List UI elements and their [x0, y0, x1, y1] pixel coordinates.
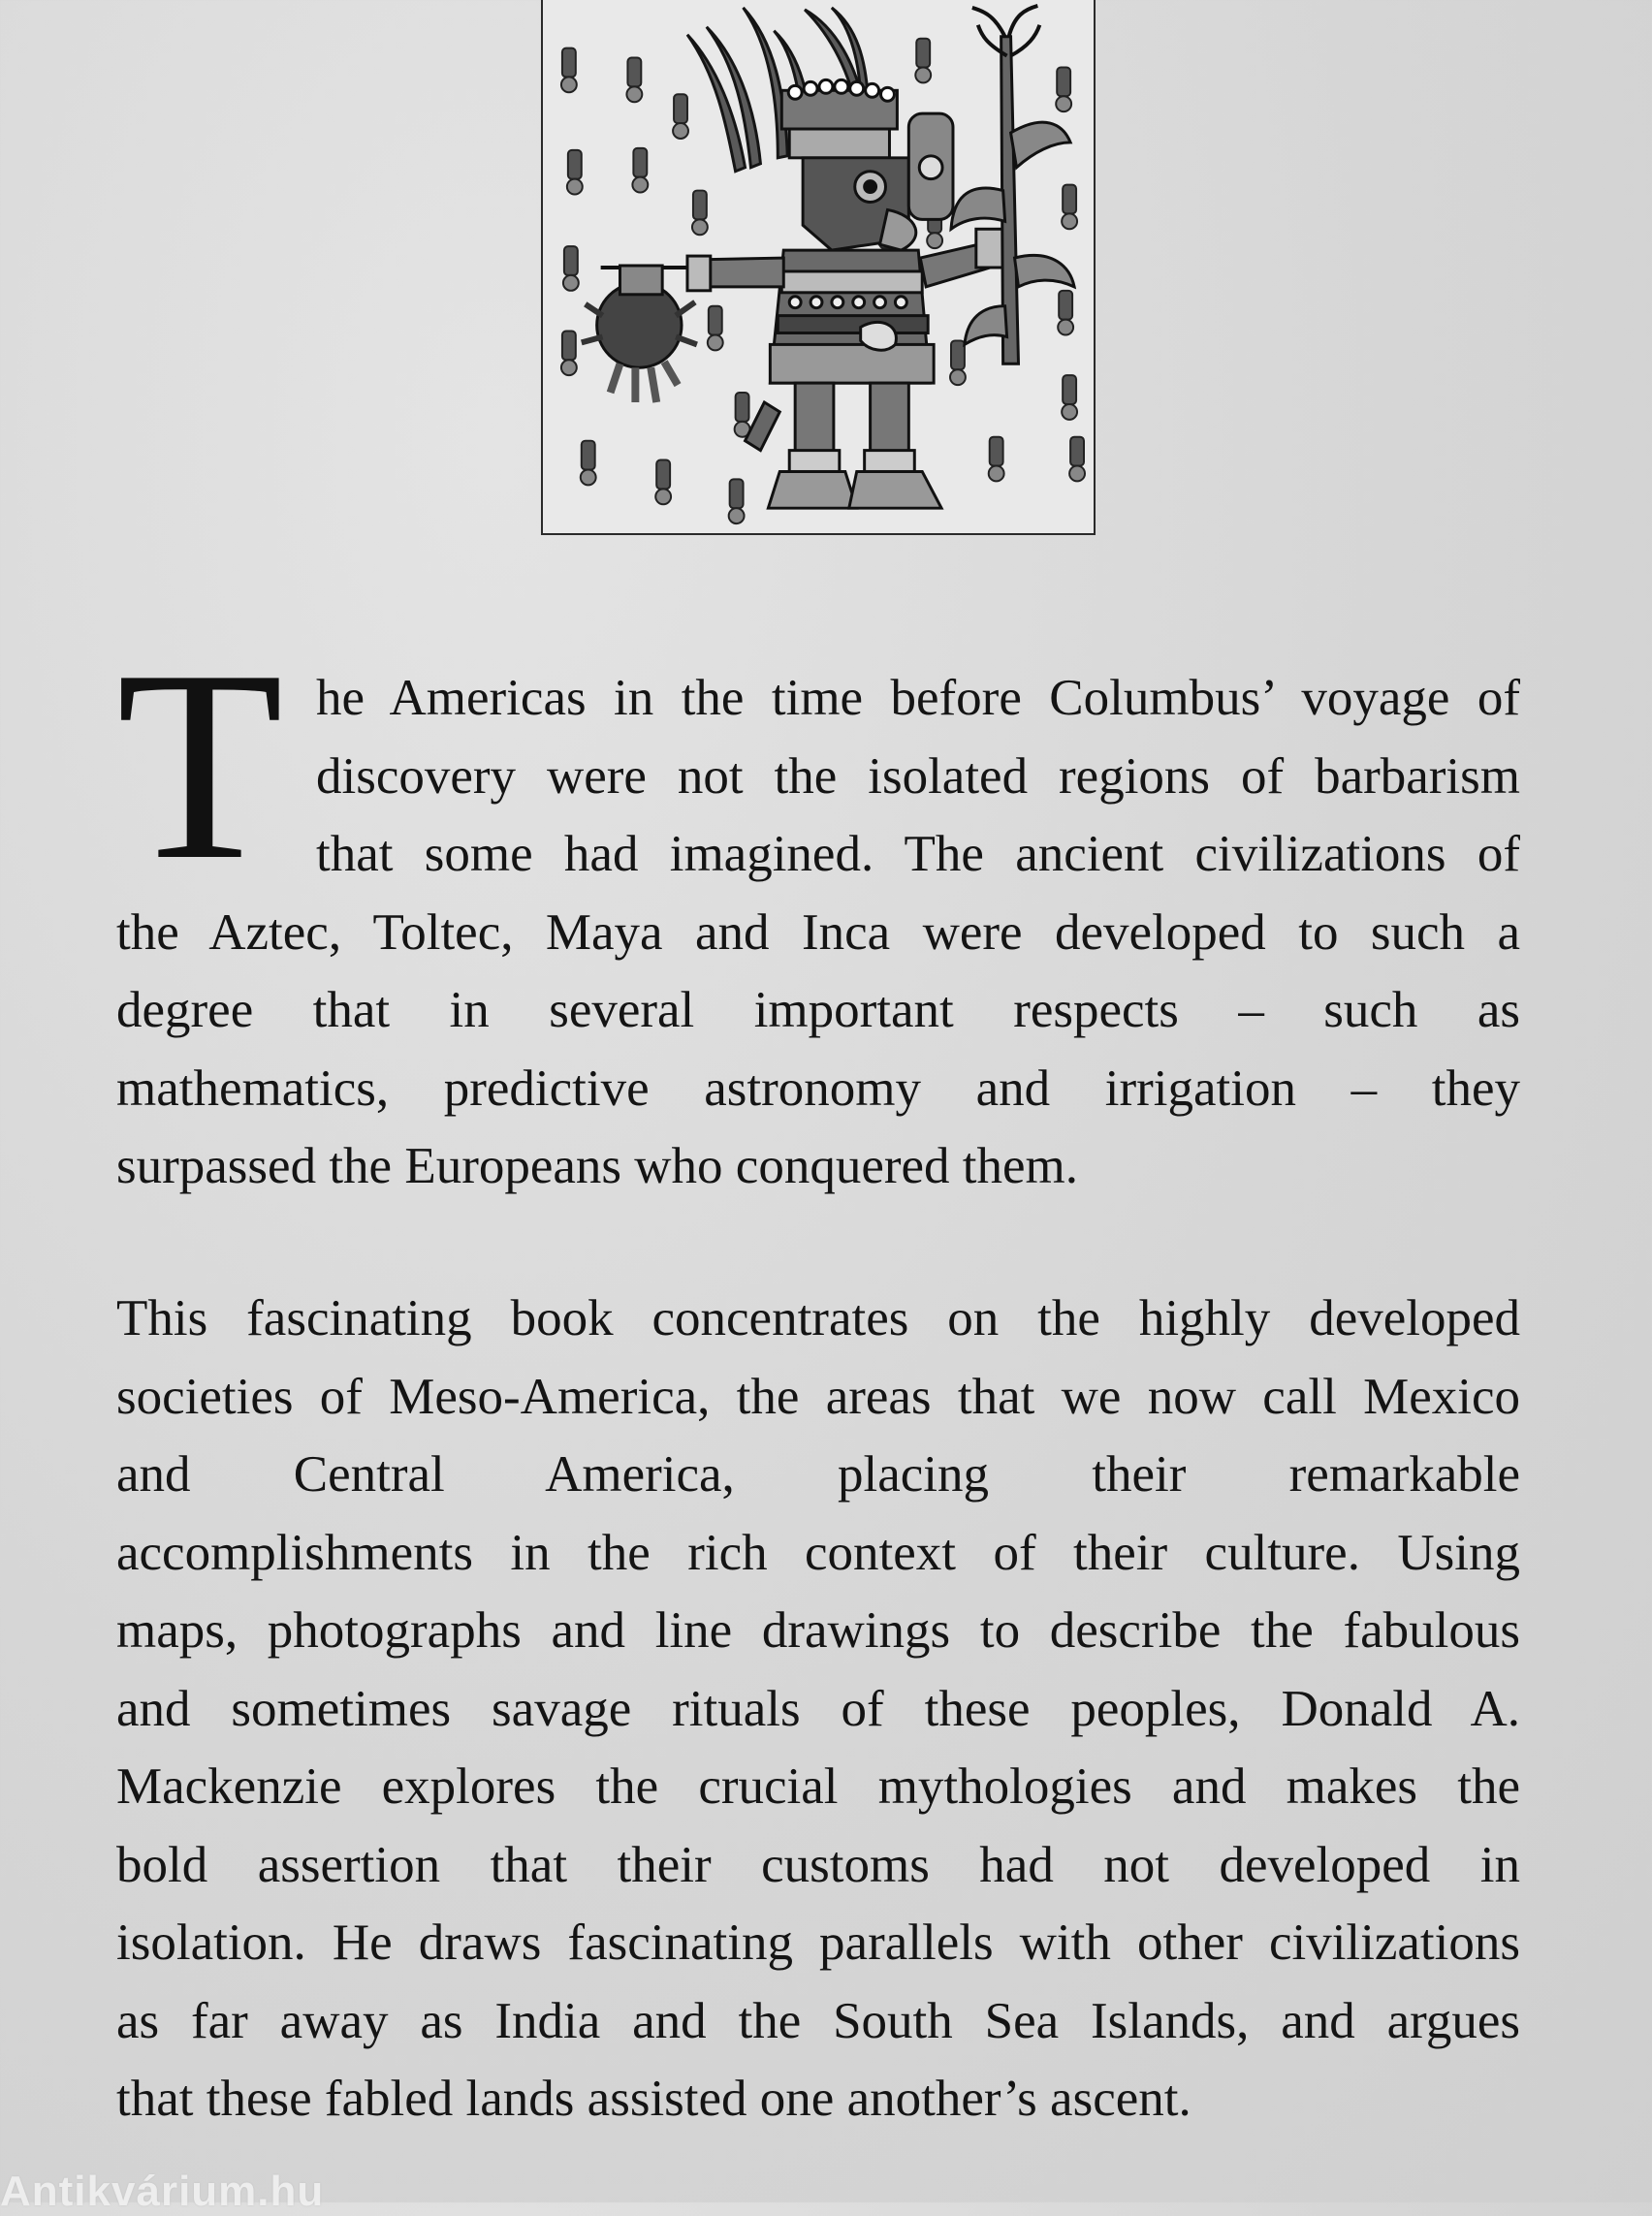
paragraph-line: mathematics, predictive astronomy and irrigation – they	[116, 1060, 1520, 1117]
paragraph-line: This fascinating book concentrates on the highly developed	[116, 1290, 1520, 1346]
paragraph-intro	[116, 614, 1520, 1206]
paragraph-line: isolation. He draws fascinating parallels with other civilizations	[116, 1915, 1520, 1971]
aztec-deity-codex-icon	[543, 0, 1094, 533]
raindrop-icon	[708, 306, 723, 351]
paragraph-line: surpassed the Europeans who conquered them.	[116, 1138, 1078, 1194]
raindrop-icon	[567, 150, 583, 195]
raindrop-icon	[692, 191, 708, 236]
paragraph-line: the Aztec, Toltec, Maya and Inca were developed to such a	[116, 903, 1520, 961]
paragraph-line: bold assertion that their customs had not developed in	[116, 1836, 1520, 1893]
raindrop-icon	[561, 332, 577, 376]
raindrop-icon	[626, 58, 642, 103]
raindrop-icon	[729, 479, 745, 523]
raindrop-icon	[1069, 437, 1085, 482]
paragraph-line: as far away as India and the South Sea Islands, and argues	[116, 1992, 1520, 2049]
raindrop-icon	[563, 246, 579, 291]
raindrop-icon	[989, 437, 1004, 482]
raindrop-icon	[1058, 291, 1073, 335]
paragraph-line: that some had imagined. The ancient civilizations of	[316, 826, 1520, 882]
paragraph-line: degree that in several important respects – such as	[116, 982, 1520, 1038]
paragraph-line: societies of Meso-America, the areas that we now call Mexico	[116, 1368, 1520, 1425]
paragraph-line: maps, photographs and line drawings to describe the fabulous	[116, 1602, 1520, 1659]
watermark: Antikvárium.hu	[0, 2168, 325, 2215]
paragraph-line: discovery were not the isolated regions of barbarism	[316, 747, 1520, 805]
raindrop-icon	[950, 340, 966, 385]
paragraph-description	[116, 1280, 1520, 2138]
paragraph-line: he Americas in the time before Columbus’ voyage of	[316, 670, 1520, 726]
raindrop-icon	[581, 441, 596, 486]
raindrop-icon	[655, 460, 671, 505]
paragraph-line: and sometimes savage rituals of these peoples, Donald A.	[116, 1680, 1520, 1737]
paragraph-line: and Central America, placing their remarkable	[116, 1446, 1520, 1503]
raindrop-icon	[1062, 185, 1077, 230]
raindrop-icon	[632, 148, 648, 193]
raindrop-icon	[735, 393, 750, 437]
raindrop-icon	[561, 48, 577, 93]
raindrop-icon	[1056, 67, 1071, 111]
raindrop-icon	[673, 94, 688, 139]
paragraph-line: that these fabled lands assisted one another’s ascent.	[116, 2071, 1191, 2127]
paragraph-line: accomplishments in the rich context of their culture. Using	[116, 1524, 1520, 1581]
aztec-deity-illustration	[541, 0, 1096, 535]
raindrop-icon	[1062, 375, 1077, 420]
raindrop-icon	[915, 39, 931, 83]
paragraph-line: Mackenzie explores the crucial mythologies and makes the	[116, 1758, 1520, 1815]
drop-cap: T	[116, 614, 284, 916]
